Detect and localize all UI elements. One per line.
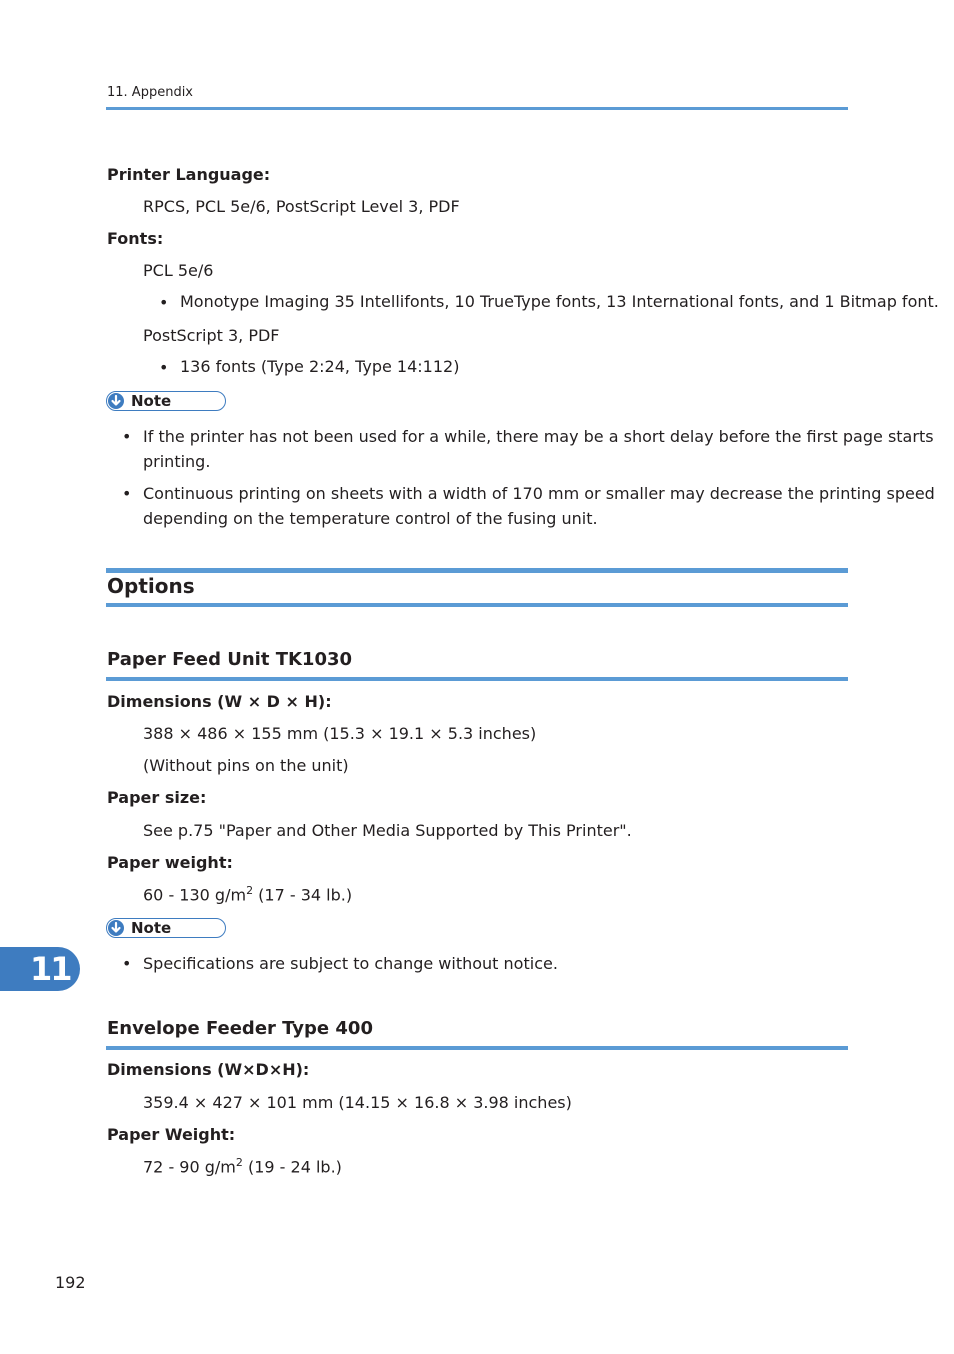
section-title: Options (107, 574, 195, 598)
note-text-line: Specifications are subject to change without notice. (143, 954, 558, 973)
chapter-tab (0, 947, 80, 991)
note-text-line: printing. (143, 452, 211, 471)
fonts-term: Fonts: (107, 229, 164, 248)
printer-language-term: Printer Language: (107, 165, 271, 184)
subsection-rule (106, 677, 848, 681)
list-item (159, 358, 759, 383)
note-badge (106, 391, 226, 411)
paper-weight-term: Paper weight: (107, 853, 233, 872)
section-bottom-rule (106, 603, 848, 607)
subsection-rule (106, 1046, 848, 1050)
list-item (122, 427, 934, 477)
note-text-line: Continuous printing on sheets with a width of 170 mm or smaller may decrease the printing speed (143, 484, 935, 503)
chapter-number: 11 (30, 950, 71, 988)
note-text-line: If the printer has not been used for a while, there may be a short delay before the first page starts (143, 427, 934, 446)
subsection-title: Envelope Feeder Type 400 (107, 1018, 373, 1039)
down-arrow-icon (108, 393, 124, 409)
dimensions-note: (Without pins on the unit) (143, 756, 349, 775)
fonts-ps-label: PostScript 3, PDF (143, 326, 280, 345)
dimensions-term: Dimensions (W×D×H): (107, 1060, 310, 1079)
paper-weight-term: Paper Weight: (107, 1125, 236, 1144)
down-arrow-icon (108, 920, 124, 936)
dimensions-term: Dimensions (W × D × H): (107, 692, 332, 711)
section-top-rule (106, 568, 848, 573)
note-badge (106, 918, 226, 938)
note-label: Note (131, 919, 172, 937)
note-label: Note (131, 392, 172, 410)
paper-size-term: Paper size: (107, 788, 207, 807)
paper-weight-value: 72 - 90 $g/m^2$ (19 - 24 lb.) (143, 1156, 342, 1177)
dimensions-value: 388 × 486 × 155 mm (15.3 × 19.1 × 5.3 inches) (143, 724, 537, 743)
page-number: 192 (55, 1273, 86, 1292)
paper-weight-value: 60 - 130 $g/m^2$ (17 - 34 lb.) (143, 884, 353, 905)
fonts-ps-bullet: 136 fonts (Type 2:24, Type 14:112) (180, 357, 460, 376)
list-item (159, 292, 939, 318)
running-header: 11. Appendix (107, 85, 193, 100)
printer-language-value: RPCS, PCL 5e/6, PostScript Level 3, PDF (143, 197, 460, 216)
fonts-pcl-label: PCL 5e/6 (143, 261, 214, 280)
fonts-pcl-bullet: Monotype Imaging 35 Intellifonts, 10 TrueType fonts, 13 International fonts, and 1 Bitmap font. (180, 292, 939, 311)
bullet-dot: • (159, 293, 169, 312)
bullet-dot: • (159, 358, 169, 377)
list-item (122, 954, 722, 979)
bullet-dot: • (122, 427, 132, 446)
bullet-dot: • (122, 954, 132, 973)
header-rule (106, 107, 848, 110)
note-text-line: depending on the temperature control of the fusing unit. (143, 509, 598, 528)
list-item (122, 484, 935, 534)
dimensions-value: 359.4 × 427 × 101 mm (14.15 × 16.8 × 3.98 inches) (143, 1093, 572, 1112)
subsection-title: Paper Feed Unit TK1030 (107, 649, 353, 670)
bullet-dot: • (122, 484, 132, 503)
paper-size-value: See p.75 "Paper and Other Media Supported by This Printer". (143, 821, 632, 840)
